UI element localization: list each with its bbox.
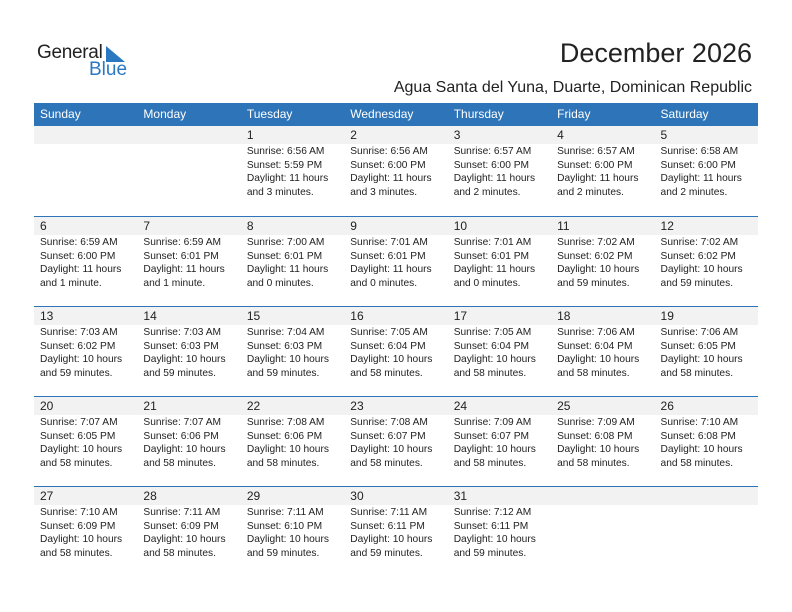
day-cell xyxy=(137,325,240,380)
sunset-text: Sunset: 6:06 PM xyxy=(246,430,323,442)
sunset-text: Sunset: 6:02 PM xyxy=(40,340,116,352)
day-cell xyxy=(655,144,758,199)
week-row xyxy=(34,216,758,306)
daylight-text: Daylight: 10 hours xyxy=(246,444,329,456)
day-cell xyxy=(137,144,240,199)
sunrise-text: Sunrise: 7:07 AM xyxy=(40,417,118,428)
week-row xyxy=(34,306,758,396)
sunset-text: Sunset: 6:05 PM xyxy=(40,430,116,442)
day-info-row xyxy=(34,415,758,470)
day-cell xyxy=(655,325,758,380)
sunset-text: Sunset: 6:09 PM xyxy=(143,520,219,532)
day-number: 12 xyxy=(660,219,674,233)
daylight-text: Daylight: 10 hours xyxy=(350,354,433,366)
sunrise-text: Sunrise: 6:56 AM xyxy=(350,146,428,157)
sunrise-text: Sunrise: 7:09 AM xyxy=(557,417,635,428)
logo-general-text: General xyxy=(37,42,103,63)
day-number: 1 xyxy=(246,128,254,142)
minutes-text: and 59 minutes. xyxy=(453,547,527,559)
day-number: 5 xyxy=(660,128,668,142)
day-number: 8 xyxy=(246,219,254,233)
sunset-text: Sunset: 6:01 PM xyxy=(453,250,530,262)
day-cell xyxy=(34,325,137,380)
daylight-text: Daylight: 10 hours xyxy=(453,534,536,546)
daylight-text: Daylight: 10 hours xyxy=(660,264,743,276)
daylight-text: Daylight: 10 hours xyxy=(557,264,640,276)
sunset-text: Sunset: 6:10 PM xyxy=(246,520,323,532)
day-number xyxy=(655,487,758,505)
day-cell xyxy=(448,415,551,470)
sunset-text: Sunset: 6:08 PM xyxy=(660,430,736,442)
sunset-text: Sunset: 6:11 PM xyxy=(350,520,425,532)
weekday-2: Tuesday xyxy=(246,107,293,121)
sunrise-text: Sunrise: 7:11 AM xyxy=(350,507,428,518)
day-number: 31 xyxy=(453,489,468,503)
calendar-weeks xyxy=(34,126,758,576)
daylight-text: Daylight: 10 hours xyxy=(143,444,226,456)
minutes-text: and 58 minutes. xyxy=(660,457,734,469)
day-number-band xyxy=(34,397,758,415)
daylight-text: Daylight: 11 hours xyxy=(557,173,639,185)
sunset-text: Sunset: 6:07 PM xyxy=(350,430,426,442)
daylight-text: Daylight: 10 hours xyxy=(40,354,123,366)
sunrise-text: Sunrise: 7:01 AM xyxy=(453,237,532,248)
day-number: 24 xyxy=(453,399,468,413)
sunset-text: Sunset: 6:02 PM xyxy=(557,250,633,262)
sunrise-text: Sunrise: 7:04 AM xyxy=(246,327,325,338)
day-number: 7 xyxy=(143,219,151,233)
day-cell xyxy=(551,144,654,199)
daylight-text: Daylight: 11 hours xyxy=(453,173,536,185)
sunrise-text: Sunrise: 6:56 AM xyxy=(246,146,325,157)
day-number: 27 xyxy=(40,489,54,503)
daylight-text: Daylight: 10 hours xyxy=(660,354,743,366)
daylight-text: Daylight: 11 hours xyxy=(350,173,432,185)
sunrise-text: Sunrise: 7:05 AM xyxy=(453,327,532,338)
day-cell xyxy=(655,415,758,470)
sunset-text: Sunset: 5:59 PM xyxy=(246,159,323,171)
day-number: 14 xyxy=(143,309,157,323)
day-number: 9 xyxy=(350,219,357,233)
sunrise-text: Sunrise: 7:11 AM xyxy=(246,507,324,518)
minutes-text: and 1 minute. xyxy=(40,277,102,289)
minutes-text: and 58 minutes. xyxy=(557,457,630,469)
day-number-band xyxy=(34,217,758,235)
daylight-text: Daylight: 11 hours xyxy=(660,173,742,185)
day-cell xyxy=(34,235,137,290)
weekday-1: Monday xyxy=(143,107,187,121)
minutes-text: and 58 minutes. xyxy=(40,547,113,559)
daylight-text: Daylight: 10 hours xyxy=(246,354,329,366)
sunrise-text: Sunrise: 7:07 AM xyxy=(143,417,222,428)
weekday-4: Thursday xyxy=(453,107,504,121)
sunrise-text: Sunrise: 6:58 AM xyxy=(660,146,739,157)
day-number: 30 xyxy=(350,489,364,503)
day-cell xyxy=(241,415,344,470)
sunrise-text: Sunrise: 7:03 AM xyxy=(40,327,118,338)
daylight-text: Daylight: 10 hours xyxy=(246,534,329,546)
week-row xyxy=(34,396,758,486)
day-number: 25 xyxy=(557,399,571,413)
sunset-text: Sunset: 6:03 PM xyxy=(143,340,219,352)
sunrise-text: Sunrise: 6:57 AM xyxy=(557,146,635,157)
weekday-header xyxy=(34,103,758,126)
day-cell xyxy=(551,235,654,290)
sunrise-text: Sunrise: 7:08 AM xyxy=(246,417,325,428)
sunrise-text: Sunrise: 7:06 AM xyxy=(557,327,635,338)
minutes-text: and 59 minutes. xyxy=(246,367,320,379)
sunrise-text: Sunrise: 6:59 AM xyxy=(40,237,118,248)
day-number xyxy=(551,487,654,505)
weekday-0: Sunday xyxy=(40,107,81,121)
sunset-text: Sunset: 6:00 PM xyxy=(557,159,633,171)
daylight-text: Daylight: 10 hours xyxy=(557,354,640,366)
day-number: 23 xyxy=(350,399,364,413)
sunset-text: Sunset: 6:04 PM xyxy=(453,340,530,352)
logo xyxy=(37,42,137,82)
weekday-3: Wednesday xyxy=(350,107,414,121)
daylight-text: Daylight: 10 hours xyxy=(350,534,433,546)
day-number-band xyxy=(34,126,758,144)
minutes-text: and 58 minutes. xyxy=(350,367,423,379)
sunrise-text: Sunrise: 7:10 AM xyxy=(660,417,739,428)
day-cell xyxy=(241,144,344,199)
day-cell xyxy=(344,415,447,470)
week-row xyxy=(34,126,758,216)
sunset-text: Sunset: 6:07 PM xyxy=(453,430,530,442)
sunrise-text: Sunrise: 7:11 AM xyxy=(143,507,221,518)
day-cell xyxy=(241,505,344,560)
daylight-text: Daylight: 11 hours xyxy=(246,173,329,185)
weekday-6: Saturday xyxy=(660,107,709,121)
day-number: 21 xyxy=(143,399,157,413)
day-cell xyxy=(655,505,758,560)
sunset-text: Sunset: 6:00 PM xyxy=(453,159,530,171)
minutes-text: and 3 minutes. xyxy=(350,186,418,198)
daylight-text: Daylight: 11 hours xyxy=(350,264,432,276)
minutes-text: and 59 minutes. xyxy=(350,547,423,559)
sunrise-text: Sunrise: 7:00 AM xyxy=(246,237,325,248)
weekday-5: Friday xyxy=(557,107,591,121)
sunset-text: Sunset: 6:01 PM xyxy=(143,250,219,262)
sunset-text: Sunset: 6:05 PM xyxy=(660,340,736,352)
day-number: 22 xyxy=(246,399,261,413)
day-number xyxy=(34,126,137,144)
daylight-text: Daylight: 10 hours xyxy=(350,444,433,456)
day-cell xyxy=(448,505,551,560)
logo-blue-text: Blue xyxy=(89,59,128,80)
location-subtitle: Agua Santa del Yuna, Duarte, Dominican Republic xyxy=(393,79,752,96)
day-number-band xyxy=(34,487,758,505)
daylight-text: Daylight: 10 hours xyxy=(660,444,743,456)
minutes-text: and 58 minutes. xyxy=(453,457,527,469)
day-number: 17 xyxy=(453,309,468,323)
daylight-text: Daylight: 10 hours xyxy=(453,354,536,366)
minutes-text: and 58 minutes. xyxy=(246,457,320,469)
sunset-text: Sunset: 6:00 PM xyxy=(40,250,116,262)
daylight-text: Daylight: 10 hours xyxy=(40,444,123,456)
sunrise-text: Sunrise: 7:08 AM xyxy=(350,417,428,428)
daylight-text: Daylight: 11 hours xyxy=(143,264,225,276)
sunrise-text: Sunrise: 7:03 AM xyxy=(143,327,222,338)
minutes-text: and 59 minutes. xyxy=(143,367,216,379)
sunrise-text: Sunrise: 7:09 AM xyxy=(453,417,532,428)
day-number-band xyxy=(34,307,758,325)
daylight-text: Daylight: 10 hours xyxy=(453,444,536,456)
sunset-text: Sunset: 6:11 PM xyxy=(453,520,529,532)
calendar xyxy=(34,103,758,576)
daylight-text: Daylight: 10 hours xyxy=(143,534,226,546)
day-number: 28 xyxy=(143,489,157,503)
sunset-text: Sunset: 6:01 PM xyxy=(350,250,426,262)
day-number: 11 xyxy=(557,219,570,233)
page-title: December 2026 xyxy=(559,38,752,68)
sunset-text: Sunset: 6:01 PM xyxy=(246,250,323,262)
sunset-text: Sunset: 6:03 PM xyxy=(246,340,323,352)
sunrise-text: Sunrise: 7:02 AM xyxy=(660,237,739,248)
day-cell xyxy=(344,505,447,560)
day-cell xyxy=(344,144,447,199)
minutes-text: and 2 minutes. xyxy=(453,186,521,198)
day-cell xyxy=(241,235,344,290)
daylight-text: Daylight: 10 hours xyxy=(40,534,123,546)
day-number: 18 xyxy=(557,309,571,323)
day-cell xyxy=(655,235,758,290)
minutes-text: and 2 minutes. xyxy=(660,186,728,198)
day-cell xyxy=(241,325,344,380)
sunrise-text: Sunrise: 7:01 AM xyxy=(350,237,428,248)
minutes-text: and 0 minutes. xyxy=(246,277,314,289)
daylight-text: Daylight: 11 hours xyxy=(453,264,536,276)
day-cell xyxy=(448,235,551,290)
sunset-text: Sunset: 6:00 PM xyxy=(660,159,736,171)
day-number: 16 xyxy=(350,309,364,323)
minutes-text: and 58 minutes. xyxy=(40,457,113,469)
day-cell xyxy=(551,325,654,380)
minutes-text: and 58 minutes. xyxy=(350,457,423,469)
day-cell xyxy=(551,505,654,560)
day-cell xyxy=(137,235,240,290)
day-info-row xyxy=(34,235,758,290)
day-number: 19 xyxy=(660,309,674,323)
minutes-text: and 59 minutes. xyxy=(40,367,113,379)
daylight-text: Daylight: 10 hours xyxy=(557,444,640,456)
minutes-text: and 59 minutes. xyxy=(660,277,734,289)
sunrise-text: Sunrise: 6:57 AM xyxy=(453,146,532,157)
minutes-text: and 0 minutes. xyxy=(350,277,418,289)
minutes-text: and 59 minutes. xyxy=(557,277,630,289)
day-cell xyxy=(34,505,137,560)
sunrise-text: Sunrise: 7:10 AM xyxy=(40,507,118,518)
day-cell xyxy=(344,325,447,380)
day-number: 15 xyxy=(246,309,261,323)
sunset-text: Sunset: 6:04 PM xyxy=(350,340,426,352)
day-number: 4 xyxy=(557,128,564,142)
sunset-text: Sunset: 6:06 PM xyxy=(143,430,219,442)
daylight-text: Daylight: 11 hours xyxy=(246,264,329,276)
day-number xyxy=(137,126,240,144)
day-number: 3 xyxy=(453,128,461,142)
day-number: 20 xyxy=(40,399,54,413)
sunrise-text: Sunrise: 6:59 AM xyxy=(143,237,222,248)
sunset-text: Sunset: 6:02 PM xyxy=(660,250,736,262)
day-info-row xyxy=(34,144,758,199)
day-cell xyxy=(137,415,240,470)
minutes-text: and 0 minutes. xyxy=(453,277,521,289)
sunset-text: Sunset: 6:09 PM xyxy=(40,520,116,532)
day-number: 10 xyxy=(453,219,468,233)
sunrise-text: Sunrise: 7:12 AM xyxy=(453,507,532,518)
minutes-text: and 3 minutes. xyxy=(246,186,314,198)
day-number: 29 xyxy=(246,489,261,503)
minutes-text: and 58 minutes. xyxy=(453,367,527,379)
minutes-text: and 1 minute. xyxy=(143,277,206,289)
daylight-text: Daylight: 10 hours xyxy=(143,354,226,366)
day-cell xyxy=(448,325,551,380)
day-number: 6 xyxy=(40,219,47,233)
day-info-row xyxy=(34,505,758,560)
week-row xyxy=(34,486,758,576)
sunrise-text: Sunrise: 7:06 AM xyxy=(660,327,739,338)
day-cell xyxy=(344,235,447,290)
minutes-text: and 2 minutes. xyxy=(557,186,624,198)
day-number: 13 xyxy=(40,309,54,323)
minutes-text: and 58 minutes. xyxy=(143,547,216,559)
day-number: 26 xyxy=(660,399,674,413)
sunset-text: Sunset: 6:08 PM xyxy=(557,430,633,442)
day-cell xyxy=(34,144,137,199)
sunset-text: Sunset: 6:04 PM xyxy=(557,340,633,352)
day-cell xyxy=(551,415,654,470)
minutes-text: and 58 minutes. xyxy=(660,367,734,379)
day-info-row xyxy=(34,325,758,380)
minutes-text: and 59 minutes. xyxy=(246,547,320,559)
sunrise-text: Sunrise: 7:02 AM xyxy=(557,237,635,248)
minutes-text: and 58 minutes. xyxy=(557,367,630,379)
day-cell xyxy=(34,415,137,470)
day-cell xyxy=(137,505,240,560)
minutes-text: and 58 minutes. xyxy=(143,457,216,469)
sunset-text: Sunset: 6:00 PM xyxy=(350,159,426,171)
daylight-text: Daylight: 11 hours xyxy=(40,264,122,276)
day-cell xyxy=(448,144,551,199)
sunrise-text: Sunrise: 7:05 AM xyxy=(350,327,428,338)
day-number: 2 xyxy=(350,128,357,142)
